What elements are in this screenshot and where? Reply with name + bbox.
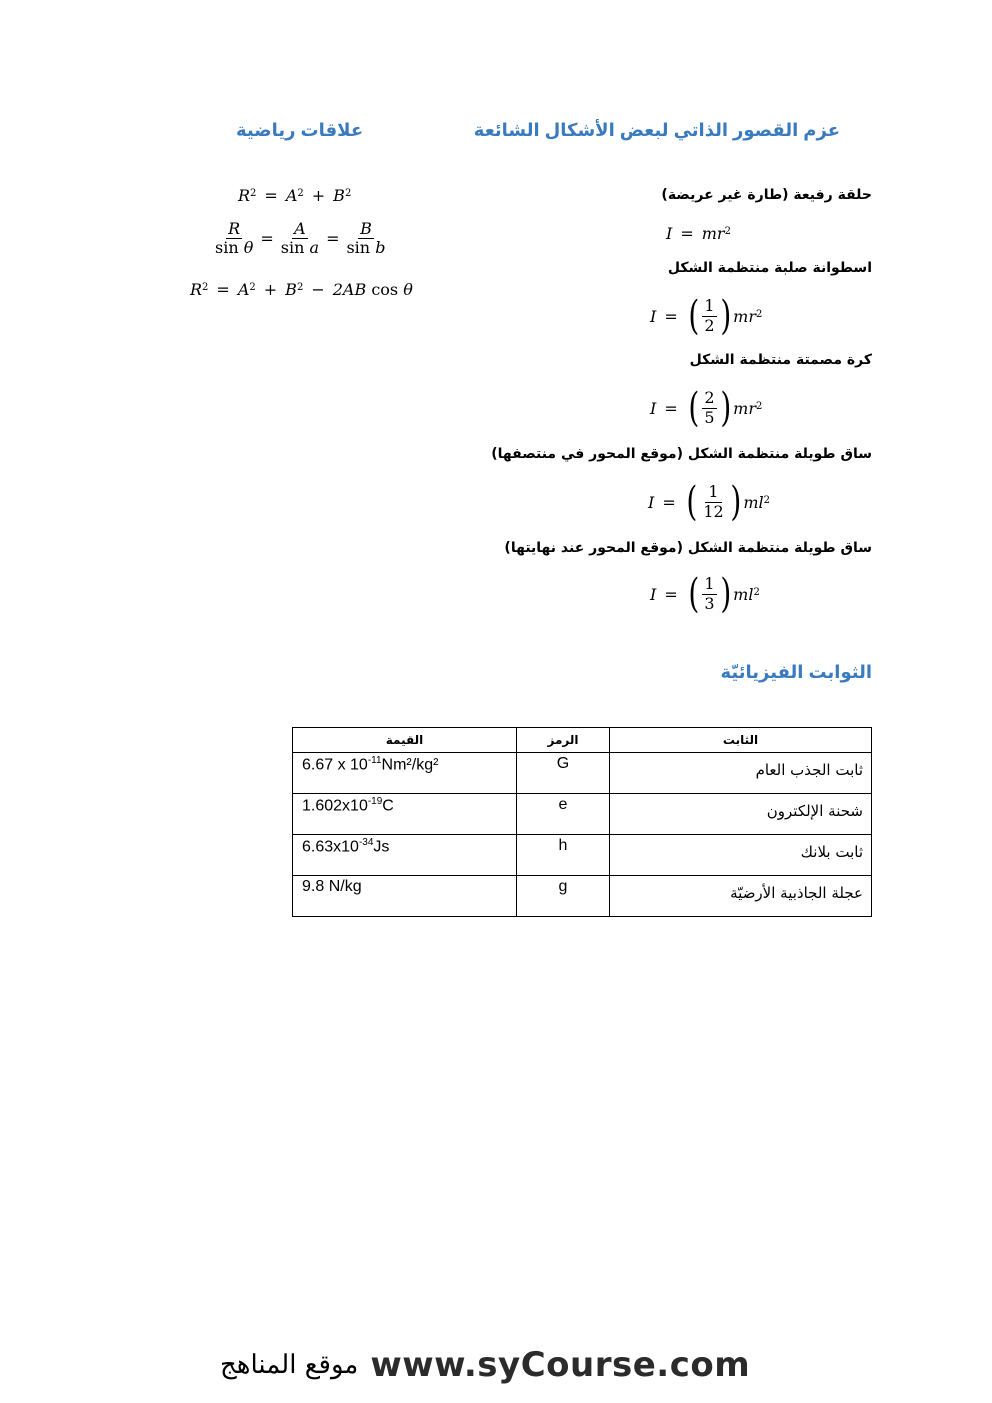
table-row <box>293 876 872 917</box>
cell-value: $6.63x10^{-34}Js$ <box>293 835 517 876</box>
shape-label-sphere: كرة مصمتة منتظمة الشكل <box>689 352 872 368</box>
shape-label-rod-center: ساق طويلة منتظمة الشكل (موقع المحور في منتصفها) <box>491 446 872 462</box>
formula-cylinder: I = ( $\frac{1}{2}$ ) mr $^2$ <box>650 293 763 339</box>
cell-symbol: g <box>517 876 610 917</box>
footer-arabic: موقع المناهج <box>220 1350 359 1380</box>
header-symbol: الرمز <box>517 728 610 753</box>
constants-table <box>292 727 872 917</box>
table-row <box>293 794 872 835</box>
formula-ring: I = mr $^2$ <box>666 224 731 243</box>
cell-name: ثابت الجذب العام <box>610 753 872 794</box>
cell-name: عجلة الجاذبية الأرضيّة <box>610 876 872 917</box>
cell-name: شحنة الإلكترون <box>610 794 872 835</box>
heading-math-relations: علاقات رياضية <box>236 120 364 140</box>
cell-value: 9.8 N/kg <box>293 876 517 917</box>
cell-value: $1.602x10^{-19}C$ <box>293 794 517 835</box>
cell-symbol: e <box>517 794 610 835</box>
table-row <box>293 753 872 794</box>
formula-law-of-sines: $\frac{R}{\text{sin θ}}$ = $\frac{A}{\text{sin a}}$ = $\frac{B}{\text{sin b}}$ <box>215 219 386 258</box>
heading-constants: الثوابت الفيزيائيّة <box>720 662 872 682</box>
footer <box>220 1340 780 1390</box>
header-value: القيمة <box>293 728 517 753</box>
cell-symbol: G <box>517 753 610 794</box>
shape-label-cylinder: اسطوانة صلبة منتظمة الشكل <box>667 260 872 276</box>
shape-label-ring: حلقة رفيعة (طارة غير عريضة) <box>661 187 872 203</box>
table-row <box>293 835 872 876</box>
cell-symbol: h <box>517 835 610 876</box>
formula-rod-center: I = ( $\frac{1}{12}$ ) ml $^2$ <box>648 479 770 525</box>
heading-inertia: عزم القصور الذاتي لبعض الأشكال الشائعة <box>473 120 840 140</box>
cell-name: ثابت بلانك <box>610 835 872 876</box>
shape-label-rod-end: ساق طويلة منتظمة الشكل (موقع المحور عند نهايتها) <box>504 540 872 556</box>
formula-sphere: I = ( $\frac{2}{5}$ ) mr $^2$ <box>650 385 763 431</box>
formula-law-of-cosines: R $^2$ = A $^2$ + B $^2$ − 2AB cos θ <box>190 280 413 299</box>
cell-value: 6.67 x $10^{-11}Nm^2$/kg² <box>293 753 517 794</box>
table-header-row <box>293 728 872 753</box>
formula-pythagoras: R $^2$ = A $^2$ + B $^2$ <box>238 186 352 205</box>
header-constant: الثابت <box>610 728 872 753</box>
formula-rod-end: I = ( $\frac{1}{3}$ ) ml $^2$ <box>650 571 760 617</box>
footer-url[interactable]: www.syCourse.com <box>370 1345 751 1385</box>
